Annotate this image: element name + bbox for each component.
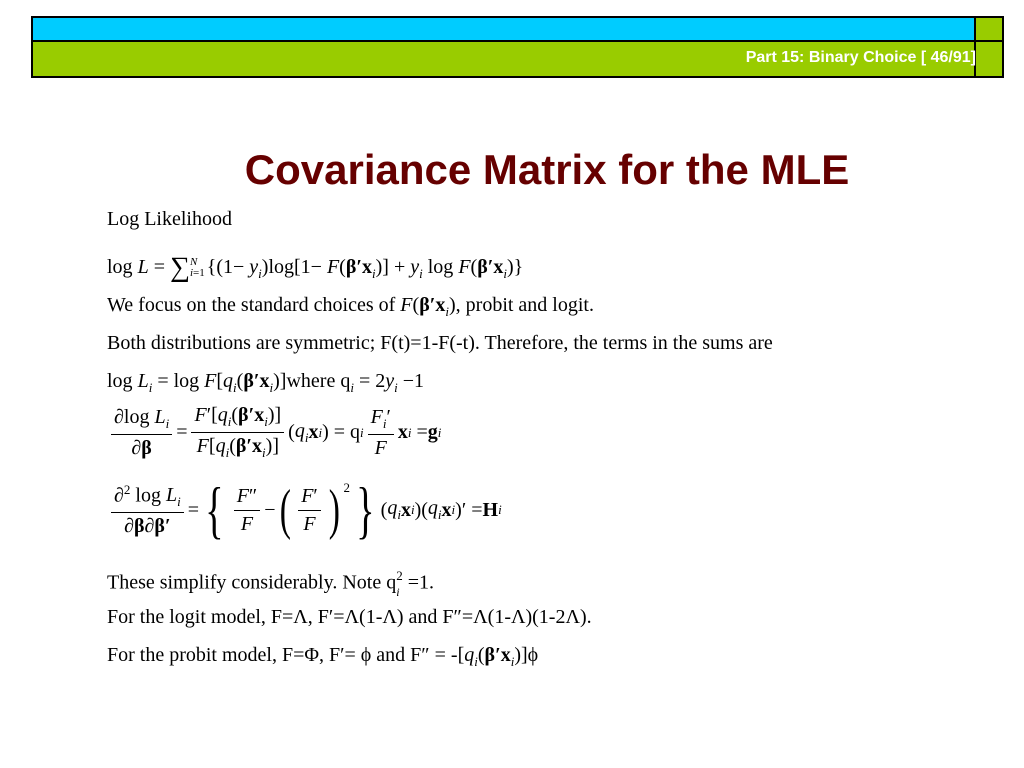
header-top-band (31, 16, 976, 42)
where-text: where q (286, 370, 351, 392)
gradient-equation: $\frac{\partial\log L_i}{\partial\beta}$ = $\frac{F'[q_i(\beta'x_i)]}{F[q_i(\beta'x_i)]}$ ( $q_i$ x i ) = q i $\frac{F_i'}{F}$ x i = g i (107, 404, 441, 461)
probit-line: For the probit model, F=Φ, F′= ϕ and $F'' = -[q_i(\beta'x_i)]\phi$ (107, 644, 539, 669)
focus-suffix: probit and logit. (465, 294, 594, 316)
slide-title: Covariance Matrix for the MLE (244, 146, 850, 193)
simplify-line: These simplify considerably. Note $q^2$ i =1. (107, 568, 434, 599)
probit-prefix: For the probit model, F=Φ, F′= ϕ and F″ = -[ (107, 644, 465, 666)
header-corner-bottom (976, 42, 1004, 78)
log-likelihood-equation: log L = ∑N i=1 {$(1- y_i)\log[1- F(\beta'x_i)] + y_i$ $\log F(\beta'x_i)$} (107, 252, 524, 283)
simplify-prefix: These simplify considerably. Note q (107, 571, 397, 594)
focus-line (107, 294, 594, 320)
log-likelihood-label: Log Likelihood (107, 208, 232, 230)
symmetric-line: Both distributions are symmetric; F(t)=1-F(-t). Therefore, the terms in the sums are (107, 332, 773, 354)
hessian-equation: $\frac{\partial^2 \log L_i}{\partial\beta\partial\beta'}$ = { $\frac{F''}{F}$ − ( $\frac{F'}{F}$ ) $^2$ } ( $q_i$ x i )( $q_i$ x i )′ = H i (107, 478, 502, 542)
focus-formula: $F(\beta'x_i)$, (400, 294, 461, 319)
header-corner-top (976, 16, 1004, 42)
slide-label: Part 15: Binary Choice [ 46/91] (745, 49, 976, 66)
log-li-equation: $\log L_i = \log$ $F[q_i(\beta'x_i)]where$ $q_i = 2y_i -1$ (107, 370, 425, 395)
focus-prefix: We focus on the standard choices of (107, 294, 396, 316)
logit-line: For the logit model, F=Λ, F′=Λ(1-Λ) and F″=Λ(1-Λ)(1-2Λ). (107, 606, 592, 628)
